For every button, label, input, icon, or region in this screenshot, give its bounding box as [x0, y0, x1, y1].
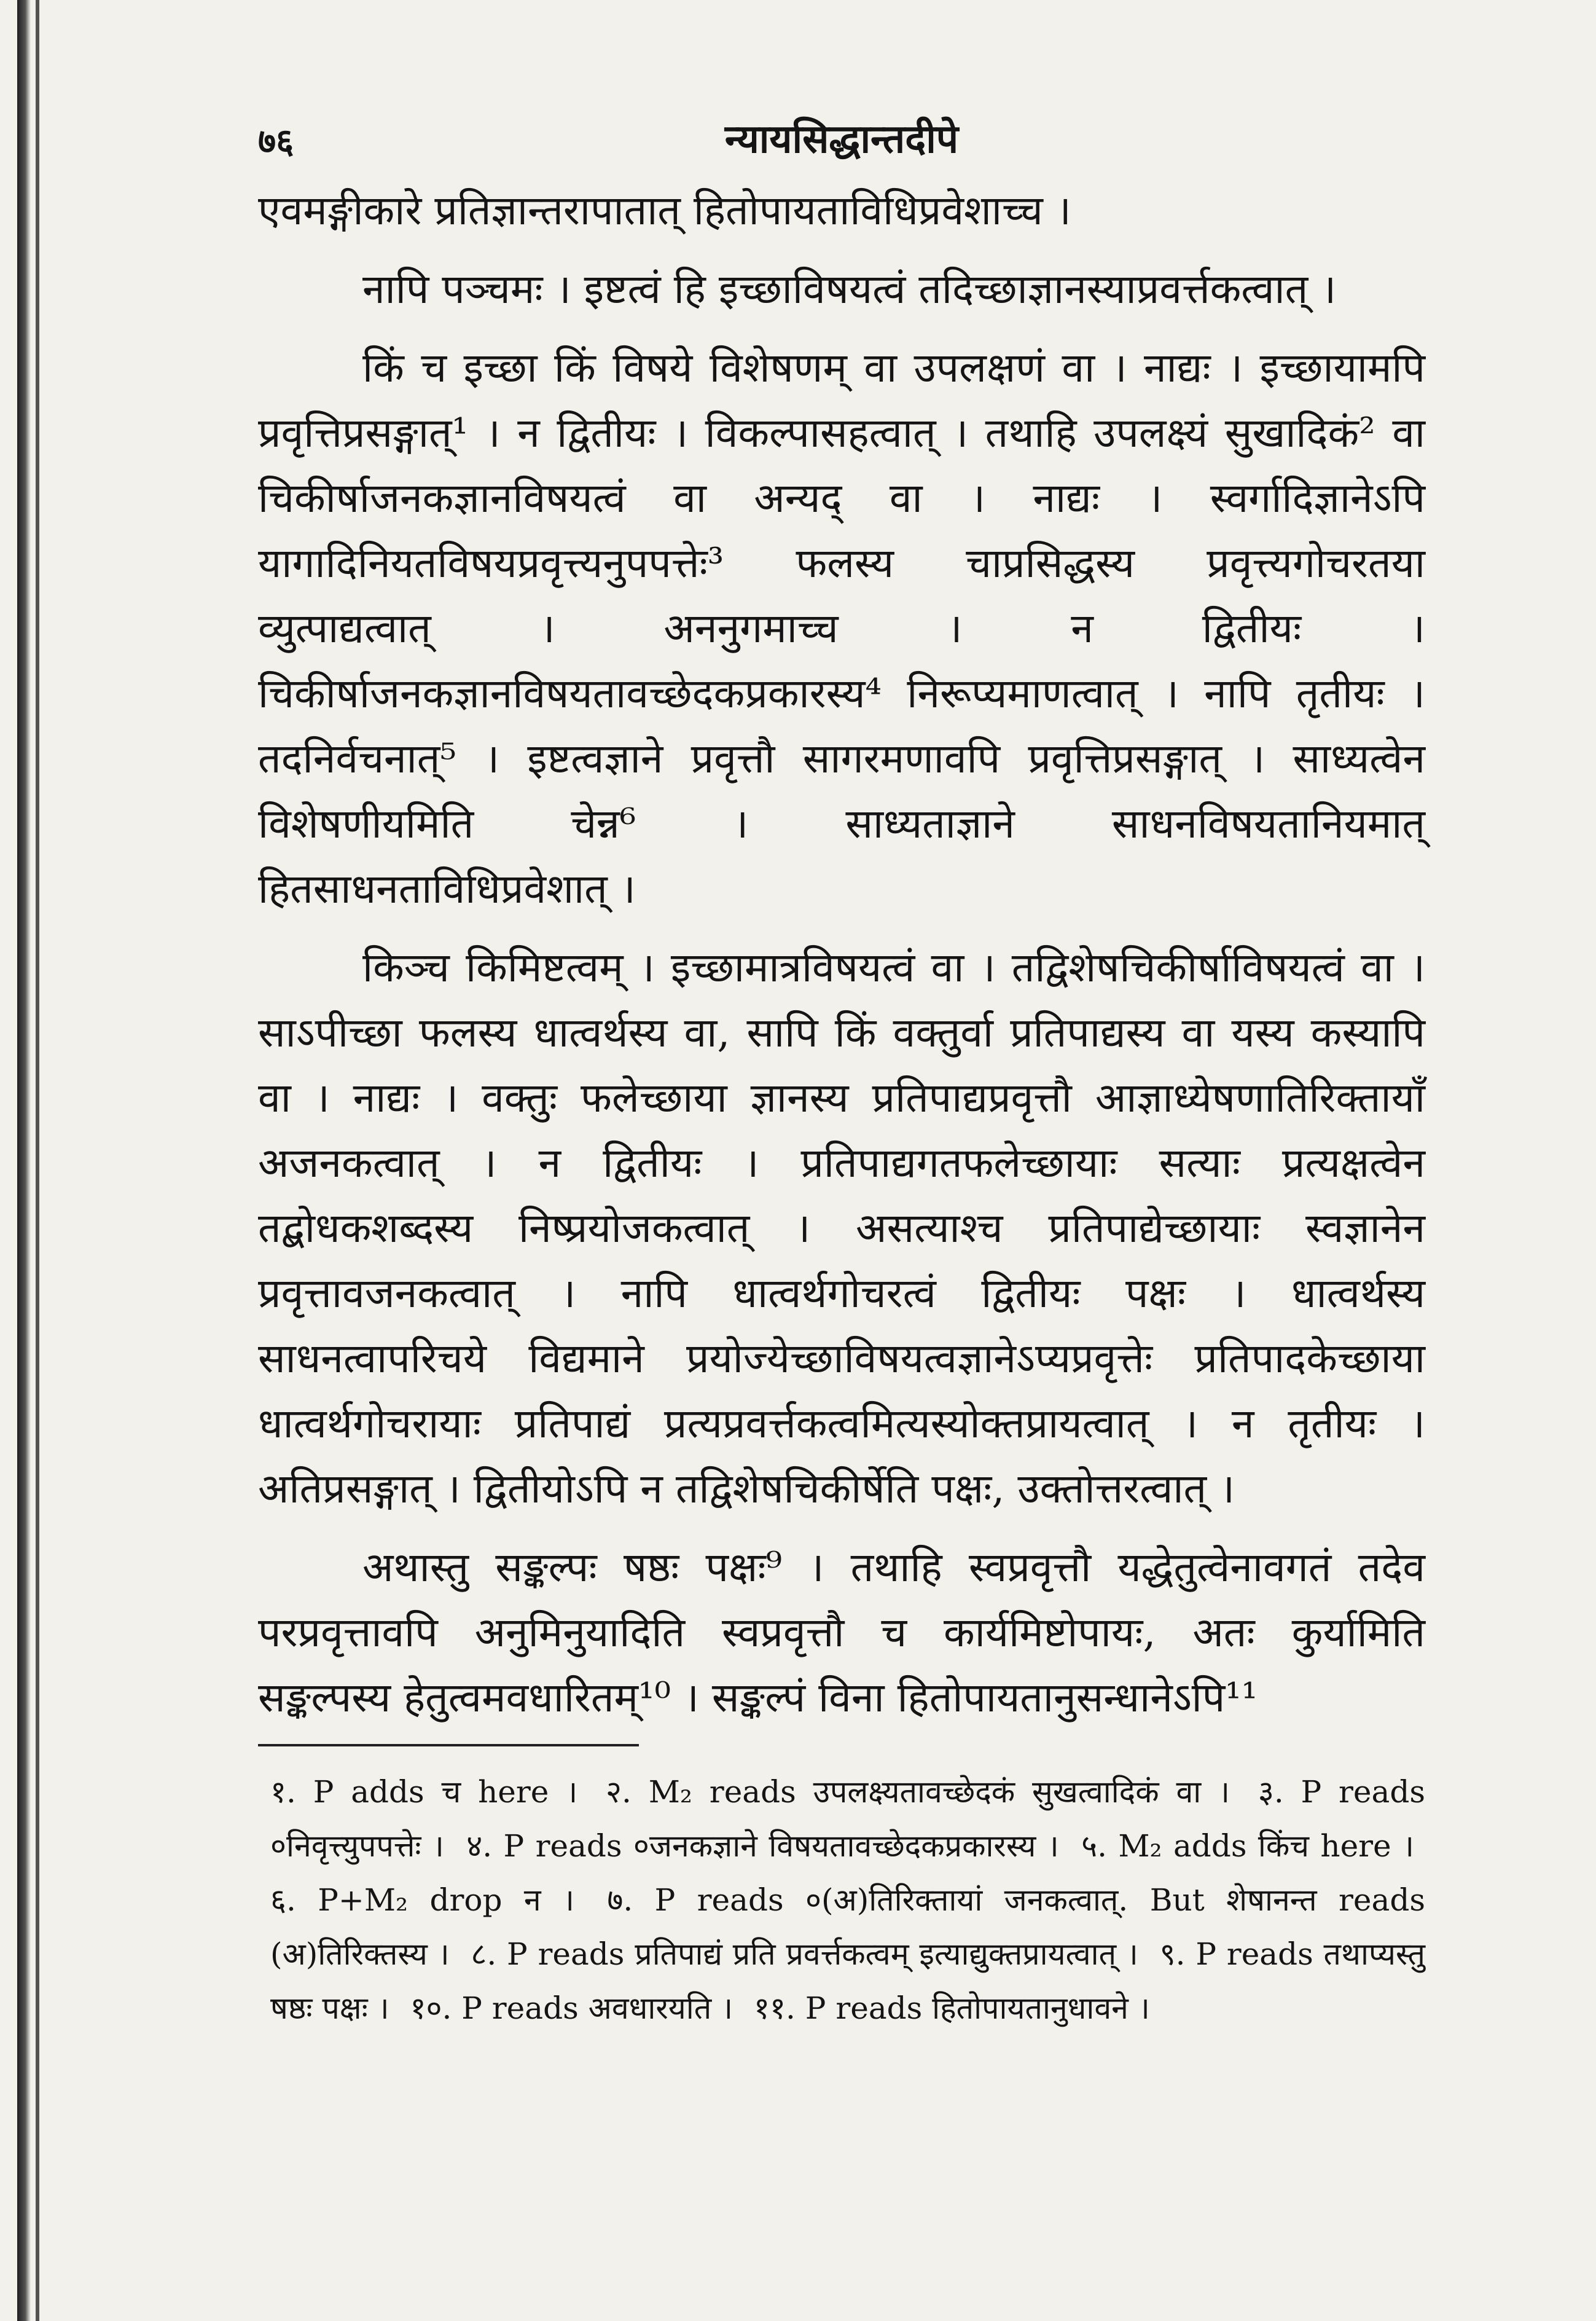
paragraph-4: किञ्च किमिष्टत्वम् । इच्छामात्रविषयत्वं वा । तद्विशेषचिकीर्षाविषयत्वं वा । साऽपीच्छा फलस्य धात्वर्थस्य वा, सापि किं वक्तुर्वा प्रतिपाद्यस्य वा यस्य कस्यापि वा । नाद्यः । वक्तुः फलेच्छाया ज्ञानस्य प्रतिपाद्यप्रवृत्तौ आज्ञाध्येषणातिरिक्तायाँ अजनकत्वात् । न द्वितीयः । प्रतिपाद्यगतफलेच्छायाः सत्याः प्रत्यक्षत्वेन तद्बोधकशब्दस्य निष्प्रयोजकत्वात् । असत्याश्च प्रतिपाद्येच्छायाः स्वज्ञानेन प्रवृत्तावजनकत्वात् । नापि धात्वर्थगोचरत्वं द्वितीयः पक्षः । धात्वर्थस्य साधनत्वापरिचये विद्यमाने प्रयोज्येच्छाविषयत्वज्ञानेऽप्यप्रवृत्तेः प्रतिपादकेच्छाया धात्वर्थगोचरायाः प्रतिपाद्यं प्रत्यप्रवर्त्तकत्वमित्यस्योक्तप्रायत्वात् । न तृतीयः । अतिप्रसङ्गात् । द्वितीयोऽपि न तद्विशेषचिकीर्षेति पक्षः, उक्तोत्तरत्वात् ।	[258, 944, 1425, 1512]
page-binding-edge	[17, 0, 31, 2321]
paragraph-1: एवमङ्गीकारे प्रतिज्ञान्तरापातात् हितोपायताविधिप्रवेशाच्च ।	[258, 187, 1071, 234]
footnote: ५. M₂ adds किंच here ।	[1081, 1828, 1414, 1864]
page-number: ७६	[258, 121, 294, 162]
footnote: ३. P reads ०निवृत्त्युपपत्तेः ।	[270, 1774, 1425, 1864]
footnote: ६. P+M₂ drop न ।	[270, 1882, 574, 1918]
footnote: ४. P reads ०जनकज्ञाने विषयतावच्छेदकप्रकारस्य ।	[466, 1828, 1059, 1864]
footnote: ९. P reads तथाप्यस्तु षष्ठः पक्षः ।	[270, 1936, 1425, 2026]
main-text	[258, 178, 1425, 1730]
footnote: ७. P reads ०(अ)तिरिक्तायां जनकत्वात्. But शेषानन्त reads (अ)तिरिक्तस्य ।	[270, 1882, 1425, 1972]
book-page	[258, 104, 1425, 2035]
footnote-rule	[258, 1744, 639, 1746]
running-title: न्यायसिद्धान्तदीपे	[724, 116, 959, 162]
paragraph-3: किं च इच्छा किं विषये विशेषणम् वा उपलक्षणं वा । नाद्यः । इच्छायामपि प्रवृत्तिप्रसङ्गात्¹ । न द्वितीयः । विकल्पासहत्वात् । तथाहि उपलक्ष्यं सुखादिकं² वा चिकीर्षाजनकज्ञानविषयत्वं वा अन्यद् वा । नाद्यः । स्वर्गादिज्ञानेऽपि यागादिनियतविषयप्रवृत्त्यनुपपत्तेः³ फलस्य चाप्रसिद्धस्य प्रवृत्त्यगोचरतया व्युत्पाद्यत्वात् । अननुगमाच्च । न द्वितीयः । चिकीर्षाजनकज्ञानविषयतावच्छेदकप्रकारस्य⁴ निरूप्यमाणत्वात् । नापि तृतीयः । तदनिर्वचनात्⁵ । इष्टत्वज्ञाने प्रवृत्तौ सागरमणावपि प्रवृत्तिप्रसङ्गात् । साध्यत्वेन विशेषणीयमिति चेन्न⁶ । साध्यताज्ञाने साधनविषयतानियमात् हितसाधनताविधिप्रवेशात् ।	[258, 344, 1425, 913]
page-header	[258, 104, 1425, 178]
footnote: ११. P reads हितोपायतानुधावने ।	[754, 1990, 1150, 2026]
footnote: ८. P reads प्रतिपाद्यं प्रति प्रवर्त्तकत्वम् इत्याद्युक्तप्रायत्वात् ।	[471, 1936, 1138, 1972]
footnote: २. M₂ reads उपलक्ष्यतावच्छेदकं सुखत्वादिकं वा ।	[606, 1774, 1230, 1810]
footnote: १. P adds च here ।	[270, 1774, 578, 1810]
paragraph-5: अथास्तु सङ्कल्पः षष्ठः पक्षः⁹ । तथाहि स्वप्रवृत्तौ यद्धेतुत्वेनावगतं तदेव परप्रवृत्तावपि अनुमिनुयादिति स्वप्रवृत्तौ च कार्यमिष्टोपायः, अतः कुर्यामिति सङ्कल्पस्य हेतुत्वमवधारितम्¹⁰ । सङ्कल्पं विना हितोपायतानुसन्धानेऽपि¹¹	[258, 1544, 1425, 1721]
footnote: १०. P reads अवधारयति ।	[410, 1990, 733, 2026]
footnotes	[258, 1765, 1425, 2035]
page-binding-line	[36, 0, 39, 2321]
paragraph-2: नापि पञ्चमः । इष्टत्वं हि इच्छाविषयत्वं तदिच्छाज्ञानस्याप्रवर्त्तकत्वात् ।	[362, 265, 1337, 313]
